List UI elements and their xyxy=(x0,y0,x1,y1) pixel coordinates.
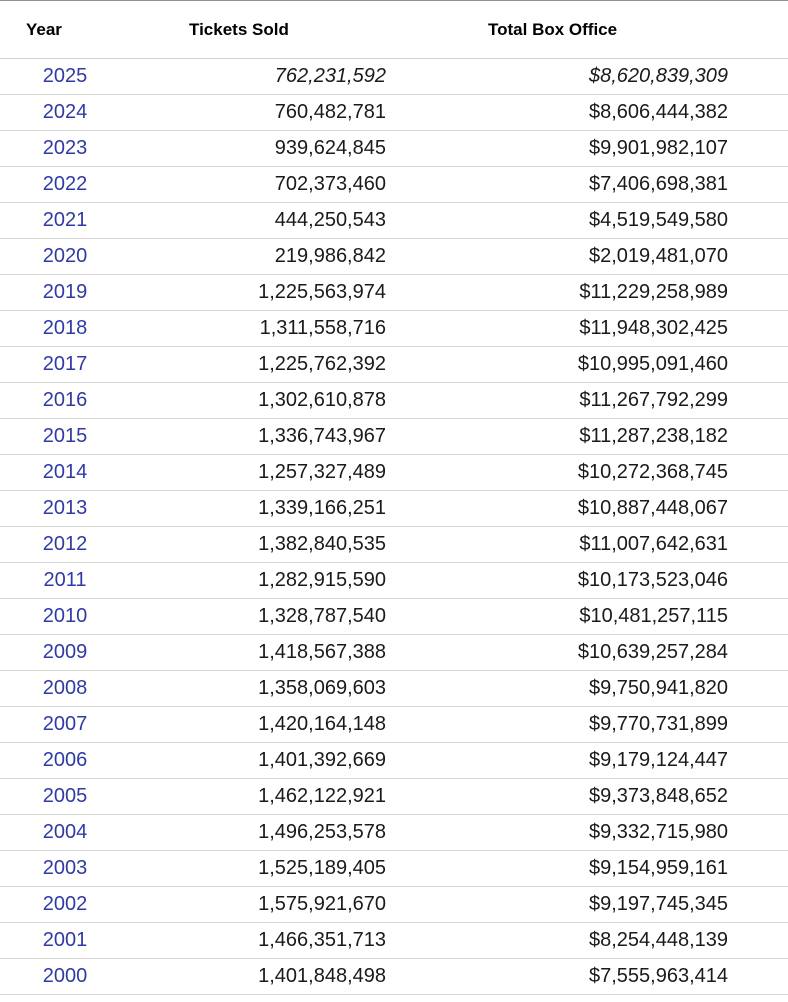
table-row xyxy=(0,95,788,131)
row-spacer xyxy=(738,131,788,167)
table-row xyxy=(0,59,788,95)
year-cell[interactable] xyxy=(0,239,138,275)
year-cell[interactable] xyxy=(0,167,138,203)
year-link[interactable]: 2023 xyxy=(42,137,88,159)
row-spacer xyxy=(738,95,788,131)
year-link[interactable]: 2012 xyxy=(42,533,88,555)
tickets-sold-cell: 1,401,848,498 xyxy=(258,965,386,987)
table-row xyxy=(0,635,788,671)
total-box-office-cell: $11,229,258,989 xyxy=(398,275,738,311)
row-spacer xyxy=(738,275,788,311)
total-box-office-cell: $10,887,448,067 xyxy=(398,491,738,527)
table-row xyxy=(0,743,788,779)
total-box-office-cell: $9,373,848,652 xyxy=(398,779,738,815)
table-row xyxy=(0,167,788,203)
tickets-sold-cell: 1,420,164,148 xyxy=(138,707,398,743)
tickets-sold-cell: 1,496,253,578 xyxy=(138,815,398,851)
total-box-office-cell: $10,272,368,745 xyxy=(398,455,738,491)
year-cell[interactable] xyxy=(0,419,138,455)
year-cell[interactable] xyxy=(0,959,138,995)
table-body xyxy=(0,59,788,995)
year-link[interactable]: 2016 xyxy=(42,389,88,411)
table-row xyxy=(0,599,788,635)
table-row xyxy=(0,239,788,275)
table-header xyxy=(0,1,788,59)
total-box-office-cell: $9,179,124,447 xyxy=(398,743,738,779)
table-row xyxy=(0,527,788,563)
total-box-office-cell: $9,770,731,899 xyxy=(398,707,738,743)
table-row xyxy=(0,779,788,815)
tickets-sold-cell: 1,358,069,603 xyxy=(138,671,398,707)
year-link[interactable]: 2008 xyxy=(42,677,88,699)
table-row xyxy=(0,455,788,491)
year-link[interactable]: 2025 xyxy=(42,65,88,87)
year-link[interactable]: 2004 xyxy=(42,821,88,843)
year-link[interactable]: 2007 xyxy=(42,713,88,735)
year-cell[interactable] xyxy=(0,851,138,887)
tickets-sold-cell: 762,231,592 xyxy=(138,59,398,95)
tickets-sold-cell: 1,225,762,392 xyxy=(138,347,398,383)
tickets-sold-cell: 1,466,351,713 xyxy=(138,923,398,959)
year-link[interactable]: 2010 xyxy=(42,605,88,627)
year-cell[interactable] xyxy=(0,671,138,707)
header-row xyxy=(0,1,788,59)
total-box-office-cell: $9,197,745,345 xyxy=(398,887,738,923)
tickets-sold-cell: 1,382,840,535 xyxy=(138,527,398,563)
table-row xyxy=(0,887,788,923)
table-row xyxy=(0,203,788,239)
year-link[interactable]: 2002 xyxy=(42,893,88,915)
year-cell[interactable] xyxy=(0,635,138,671)
table-row xyxy=(0,707,788,743)
tickets-sold-cell: 1,282,915,590 xyxy=(138,563,398,599)
row-spacer xyxy=(738,959,788,995)
tickets-sold-cell: 939,624,845 xyxy=(138,131,398,167)
table-row xyxy=(0,311,788,347)
table-row xyxy=(0,815,788,851)
row-spacer xyxy=(738,599,788,635)
total-box-office-cell: $9,901,982,107 xyxy=(398,131,738,167)
table-row xyxy=(0,959,788,995)
year-cell[interactable] xyxy=(0,59,138,95)
row-spacer xyxy=(738,167,788,203)
year-link[interactable]: 2000 xyxy=(42,965,88,987)
year-cell[interactable] xyxy=(0,131,138,167)
table-row xyxy=(0,491,788,527)
year-cell[interactable] xyxy=(0,491,138,527)
year-cell[interactable] xyxy=(0,563,138,599)
year-link[interactable]: 2005 xyxy=(42,785,88,807)
row-spacer xyxy=(738,383,788,419)
row-spacer xyxy=(738,887,788,923)
year-link[interactable]: 2014 xyxy=(42,461,88,483)
year-link[interactable]: 2020 xyxy=(42,245,88,267)
tickets-sold-cell: 219,986,842 xyxy=(138,239,398,275)
total-box-office-cell: $11,007,642,631 xyxy=(398,527,738,563)
column-header-total-box-office: Total Box Office xyxy=(398,1,788,59)
year-link[interactable]: 2021 xyxy=(42,209,88,231)
row-spacer xyxy=(738,419,788,455)
row-spacer xyxy=(738,347,788,383)
tickets-sold-cell: 1,339,166,251 xyxy=(138,491,398,527)
year-link[interactable]: 2018 xyxy=(42,317,88,339)
total-box-office-cell: $11,948,302,425 xyxy=(398,311,738,347)
year-cell[interactable] xyxy=(0,203,138,239)
total-box-office-cell: $4,519,549,580 xyxy=(398,203,738,239)
total-box-office-cell: $9,332,715,980 xyxy=(398,815,738,851)
row-spacer xyxy=(738,779,788,815)
table-row xyxy=(0,851,788,887)
tickets-sold-cell: 702,373,460 xyxy=(138,167,398,203)
year-link[interactable]: 2003 xyxy=(42,857,88,879)
year-link[interactable]: 2024 xyxy=(42,101,88,123)
row-spacer xyxy=(738,203,788,239)
column-header-year: Year xyxy=(0,1,138,59)
row-spacer xyxy=(738,311,788,347)
year-cell[interactable] xyxy=(0,707,138,743)
row-spacer xyxy=(738,815,788,851)
total-box-office-cell: $9,154,959,161 xyxy=(398,851,738,887)
year-cell[interactable] xyxy=(0,815,138,851)
year-link[interactable]: 2022 xyxy=(42,173,88,195)
year-cell[interactable] xyxy=(0,95,138,131)
row-spacer xyxy=(738,455,788,491)
total-box-office-cell: $8,620,839,309 xyxy=(398,59,738,95)
row-spacer xyxy=(738,671,788,707)
tickets-sold-cell: 444,250,543 xyxy=(138,203,398,239)
tickets-sold-cell: 1,328,787,540 xyxy=(138,599,398,635)
year-cell[interactable] xyxy=(0,599,138,635)
total-box-office-cell: $9,750,941,820 xyxy=(398,671,738,707)
total-box-office-cell: $10,995,091,460 xyxy=(398,347,738,383)
year-link[interactable]: 2019 xyxy=(42,281,88,303)
total-box-office-cell: $10,639,257,284 xyxy=(398,635,738,671)
table-row xyxy=(0,383,788,419)
year-cell[interactable] xyxy=(0,527,138,563)
year-link[interactable]: 2017 xyxy=(42,353,88,375)
table-row xyxy=(0,347,788,383)
tickets-sold-cell: 760,482,781 xyxy=(138,95,398,131)
tickets-sold-cell: 1,401,392,669 xyxy=(138,743,398,779)
tickets-sold-cell: 1,302,610,878 xyxy=(138,383,398,419)
table-row xyxy=(0,131,788,167)
total-box-office-cell: $10,173,523,046 xyxy=(398,563,738,599)
year-cell[interactable] xyxy=(0,275,138,311)
year-link[interactable]: 2015 xyxy=(42,425,88,447)
year-link[interactable]: 2009 xyxy=(42,641,88,663)
total-box-office-cell: $2,019,481,070 xyxy=(398,239,738,275)
year-cell[interactable] xyxy=(0,743,138,779)
row-spacer xyxy=(738,851,788,887)
total-box-office-cell: $10,481,257,115 xyxy=(398,599,738,635)
total-box-office-cell: $7,555,963,414 xyxy=(588,965,728,987)
column-header-tickets-sold: Tickets Sold xyxy=(138,1,398,59)
tickets-sold-cell: 1,418,567,388 xyxy=(138,635,398,671)
total-box-office-cell: $11,287,238,182 xyxy=(398,419,738,455)
tickets-sold-cell: 1,336,743,967 xyxy=(138,419,398,455)
year-link[interactable]: 2011 xyxy=(43,569,87,591)
year-cell[interactable] xyxy=(0,311,138,347)
table-row xyxy=(0,419,788,455)
year-cell[interactable] xyxy=(0,779,138,815)
table-row xyxy=(0,923,788,959)
table-row xyxy=(0,671,788,707)
tickets-sold-cell: 1,257,327,489 xyxy=(138,455,398,491)
year-cell[interactable] xyxy=(0,455,138,491)
year-cell[interactable] xyxy=(0,383,138,419)
year-cell[interactable] xyxy=(0,347,138,383)
row-spacer xyxy=(738,707,788,743)
row-spacer xyxy=(738,563,788,599)
total-box-office-cell: $7,406,698,381 xyxy=(398,167,738,203)
total-box-office-cell: $8,606,444,382 xyxy=(398,95,738,131)
tickets-sold-cell: 1,575,921,670 xyxy=(138,887,398,923)
row-spacer xyxy=(738,743,788,779)
year-link[interactable]: 2013 xyxy=(42,497,88,519)
table-row xyxy=(0,563,788,599)
row-spacer xyxy=(738,239,788,275)
row-spacer xyxy=(738,923,788,959)
total-box-office-cell: $8,254,448,139 xyxy=(398,923,738,959)
year-cell[interactable] xyxy=(0,887,138,923)
table-row xyxy=(0,275,788,311)
year-link[interactable]: 2001 xyxy=(42,929,88,951)
year-link[interactable]: 2006 xyxy=(42,749,88,771)
row-spacer xyxy=(738,527,788,563)
row-spacer xyxy=(738,491,788,527)
row-spacer xyxy=(738,59,788,95)
total-box-office-cell: $11,267,792,299 xyxy=(398,383,738,419)
tickets-sold-cell: 1,311,558,716 xyxy=(138,311,398,347)
tickets-sold-cell: 1,525,189,405 xyxy=(138,851,398,887)
tickets-sold-cell: 1,225,563,974 xyxy=(138,275,398,311)
year-cell[interactable] xyxy=(0,923,138,959)
row-spacer xyxy=(738,635,788,671)
tickets-sold-cell: 1,462,122,921 xyxy=(138,779,398,815)
